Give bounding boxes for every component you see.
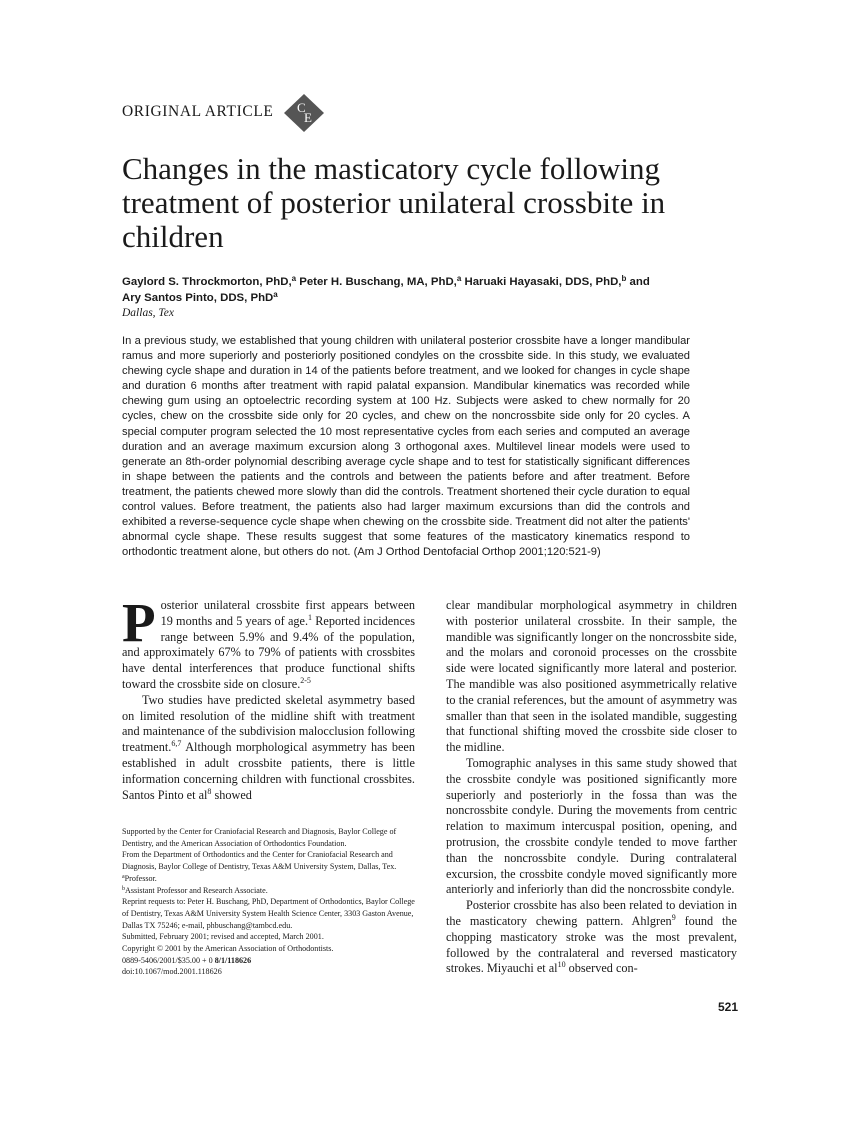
author-name: Haruaki Hayasaki, DDS, PhD, xyxy=(461,276,622,288)
section-label: ORIGINAL ARTICLE xyxy=(122,103,274,120)
page-number: 521 xyxy=(717,1000,738,1014)
footnote-issn: 0889-5406/2001/$35.00 + 0 8/1/118626 xyxy=(122,955,252,965)
footnote-copyright: Copyright © 2001 by the American Association of Orthodontists. xyxy=(122,944,334,954)
author-name: Peter H. Buschang, MA, PhD, xyxy=(296,276,457,288)
footnote-assistant: $^b$Assistant Professor and Research Associate. xyxy=(122,885,268,895)
body-paragraph: Tomographic analyses in this same study showed that the crossbite condyle was positioned significantly more superiorly and posteriorly in the fossa than was the noncrossbite condyle. During the movements from centric relation to maximum intercuspal position, opening, and protrusion, the crossbite condyle tended to move farther than the noncrossbite condyle. During contralateral excursion, the crossbite condyle moved significantly more anteriorly and inferiorly than did the noncrossbite condyle. xyxy=(446,755,737,897)
author-name: Gaylord S. Throckmorton, PhD, xyxy=(122,276,292,288)
body-paragraph: Two studies have predicted skeletal asymmetry based on limited resolution of the midline shift with treatment and maintenance of the subdivision malocclusion following treatment.$^{6,7}$ Although morphological asymmetry has been established in adult crossbite patients, there is little information concerning children with functional crossbites. Santos Pinto et $al^8$ showed xyxy=(122,692,415,802)
author-location: Dallas, Tex xyxy=(122,307,174,319)
footnote-support: Supported by the Center for Craniofacial Research and Diagnosis, Baylor College of Dentistry, and the American Association of Orthodontics Foundation. xyxy=(122,827,397,848)
ce-badge-letter-e: E xyxy=(304,110,312,125)
ce-badge-icon xyxy=(283,93,325,133)
abstract: In a previous study, we established that young children with unilateral posterior crossbite have a longer mandibular ramus and more superiorly and posteriorly positioned condyles on the crossbite side. In this study, we evaluated chewing cycle shape and duration in 14 of the patients before treatment, and we looked for changes in cycle shape and duration 6 months after treatment with rapid palatal expansion. Mandibular kinematics was recorded while chewing gum using an optoelectric recording system at 100 Hz. Subjects were asked to chew normally for 20 cycles, chew on the crossbite side only for 20 cycles, and chew on the noncrossbite side only for 20 cycles. A special computer program selected the 10 most representative cycles from each series and computed an average duration and an average maximum excursion along 3 orthogonal axes. Multilevel linear models were used to generate an 8th-order polynomial describing average cycle shape and to test for statistically significant differences in shape between the patients and the controls and between the patients before and after treatment. Before treatment, the patients chewed more slowly than did the controls. Treatment shortened their cycle duration to equal control values. Before treatment, the patients also had larger maximum excursions than did the controls and exhibited a reverse-sequence cycle shape when chewing on the crossbite side. Treatment did not alter the patients' abnormal cycle shape. These results suggest that some features of the masticatory kinematics respond to orthodontic treatment alone, but others do not. (Am J Orthod Dentofacial Orthop 2001;120:521-9) xyxy=(122,335,690,559)
body-column-left xyxy=(122,592,415,803)
author-list: Gaylord S. Throckmorton, PhD,$^a$ Peter H. Buschang, MA, PhD,$^a$ Haruaki Hayasaki, DDS, PhD,$^b$ and Ary Santos Pinto, DDS, PhD$^a$ xyxy=(122,274,650,304)
body-paragraph: Posterior crossbite has also been related to deviation in the masticatory chewing pattern. Ahlgren$^9$ found the chopping masticatory stroke was the most prevalent, followed by the contralateral and reversed masticatory strokes. Miyauchi et $al^{10}$ observed con- xyxy=(446,898,737,976)
footnotes xyxy=(122,826,417,978)
footnote-affiliation: From the Department of Orthodontics and the Center for Craniofacial Research and Diagnosis, Baylor College of Dentistry, Texas A&M University System, Dallas, Tex. xyxy=(122,850,397,872)
footnote-submitted: Submitted, February 2001; revised and accepted, March 2001. xyxy=(122,932,324,942)
body-paragraph: clear mandibular morphological asymmetry in children with posterior unilateral crossbite. In their sample, the mandible was significantly longer on the noncrossbite side, and the molars and coronoid processes on the crossbite side were located significantly more lateral and posterior. The mandible was also positioned asymmetrically relative to the cranial references, but the amount of asymmetry was smaller than that seen in the isolated mandible, suggesting that functional shifting moved the crossbite side closer to the midline. xyxy=(446,598,737,755)
ce-badge-letter-c: C xyxy=(297,100,306,115)
author-name: Ary Santos Pinto, DDS, PhD xyxy=(122,291,274,304)
body-paragraph: Posterior unilateral crossbite first appears between 19 months and 5 years of age.$^1$ Reported incidences range between 5.9% and 9.4% of the population, and approximately 67% to 79% of patients with crossbites have dental interferences that produce functional shifts toward the crossbite side on closure.$^{2-5}$ xyxy=(122,592,415,691)
article-title: Changes in the masticatory cycle following treatment of posterior unilateral crossbite in children xyxy=(122,151,666,254)
footnote-reprint: Reprint requests to: Peter H. Buschang, PhD, Department of Orthodontics, Baylor College of Dentistry, Texas A&M University System Health Science Center, 3303 Gaston Avenue, Dallas TX 75246; e-mail, phbuschang@tambcd.edu. xyxy=(122,897,415,930)
footnote-professor: $^a$Professor. xyxy=(122,873,157,883)
body-column-right xyxy=(446,598,737,977)
drop-cap: P xyxy=(122,592,156,653)
footnote-doi: doi:10.1067/mod.2001.118626 xyxy=(122,967,222,977)
